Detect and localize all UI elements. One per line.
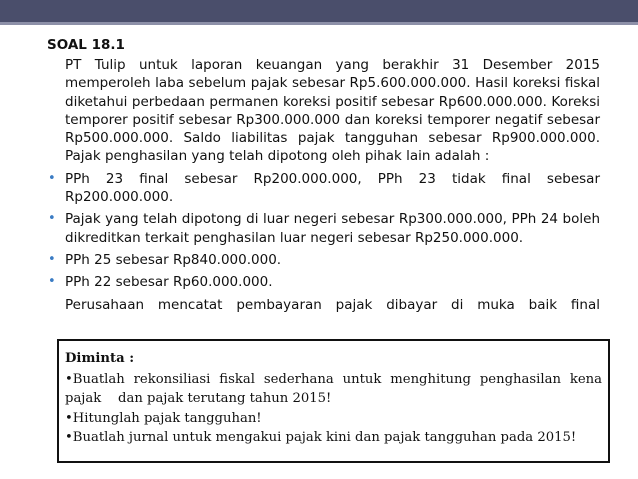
task-box — [57, 339, 610, 463]
problem-text — [48, 56, 600, 314]
bullet-item — [48, 170, 600, 207]
bullet-text: PPh 22 sebesar Rp60.000.000. — [65, 274, 273, 291]
slide-header-bar — [0, 0, 638, 22]
task-box-heading: Diminta : — [65, 351, 135, 366]
bullet-text: Pajak yang telah dipotong di luar negeri sebesar Rp300.000.000, PPh 24 boleh dikreditkan terkait penghasilan luar negeri sebesar Rp250.000.000. — [65, 211, 600, 246]
slide-title: SOAL 18.1 — [47, 37, 125, 53]
closing-paragraph: Perusahaan mencatat pembayaran pajak dibayar di muka baik final — [65, 296, 600, 313]
bullet-text: PPh 25 sebesar Rp840.000.000. — [65, 251, 282, 268]
task-item: •Hitunglah pajak tangguhan! — [65, 410, 262, 426]
bullet-item — [48, 251, 600, 269]
task-item: •Buatlah jurnal untuk mengakui pajak kini dan pajak tangguhan pada 2015! — [65, 430, 577, 445]
task-item: •Buatlah rekonsiliasi fiskal sederhana untuk menghitung penghasilan kena pajak dan pajak terutang tahun 2015! — [65, 371, 607, 406]
bullet-dot-icon: • — [48, 274, 56, 290]
bullet-item — [48, 273, 600, 291]
bullet-item — [48, 210, 600, 247]
bullet-dot-icon: • — [48, 211, 56, 227]
slide-header-accent — [0, 22, 638, 25]
bullet-dot-icon: • — [48, 251, 56, 267]
bullet-dot-icon: • — [48, 170, 56, 186]
intro-paragraph: PT Tulip untuk laporan keuangan yang berakhir 31 Desember 2015 memperoleh laba sebelum pajak sebesar Rp5.600.000.000. Hasil koreksi fiskal diketahui perbedaan permanen koreksi positif sebesar Rp600.000.000. Koreksi temporer positif sebesar Rp300.000.000 dan koreksi temporer negatif sebesar Rp500.000.000. Saldo liabilitas pajak tangguhan sebesar Rp900.000.000. Pajak penghasilan yang telah dipotong oleh pihak lain adalah : — [65, 57, 600, 165]
bullet-text: PPh 23 final sebesar Rp200.000.000, PPh 23 tidak final sebesar Rp200.000.000. — [65, 170, 600, 206]
